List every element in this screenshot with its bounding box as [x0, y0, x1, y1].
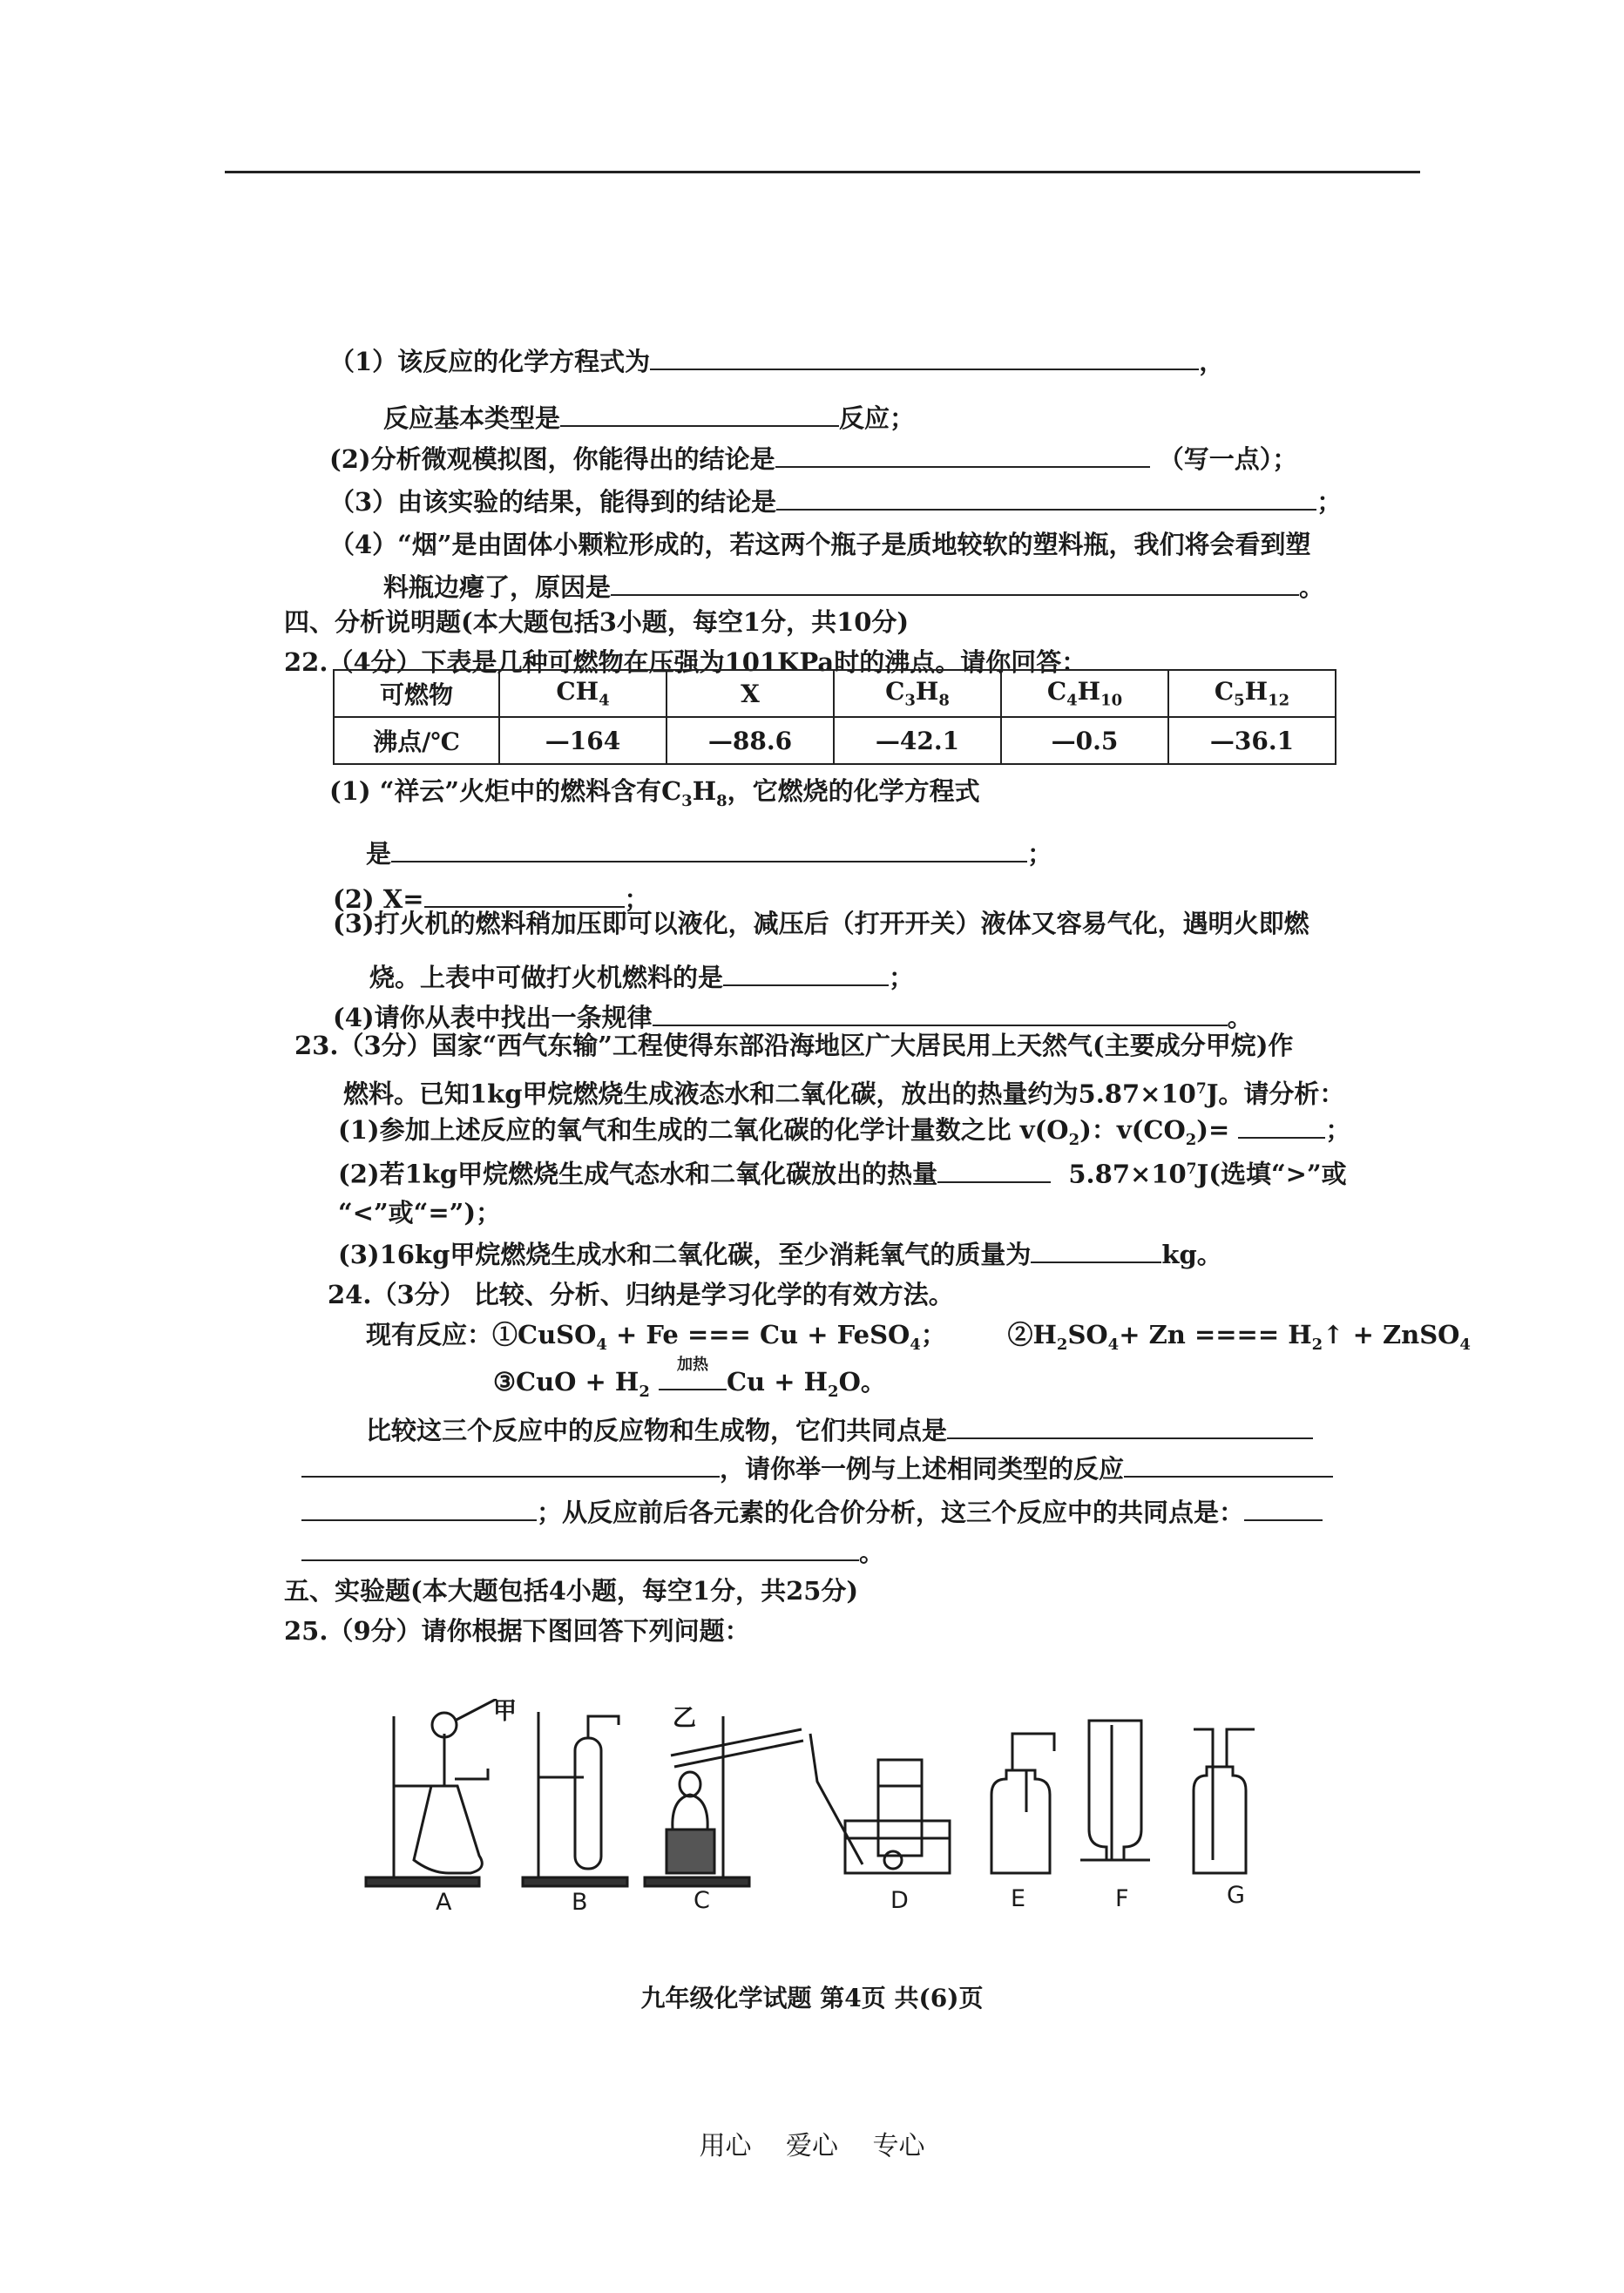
q22-part3-line1: (3)打火机的燃料稍加压即可以液化，减压后（打开开关）液体又容易气化，遇明火即燃: [333, 909, 1309, 938]
q21-part2: (2)分析微观模拟图，你能得出的结论是 （写一点）；: [329, 440, 1297, 477]
q24-reactions-row1: 现有反应：①CuSO$_4$ + Fe === Cu + FeSO$_4$； $②H_2SO_4+ Zn$ ==== $H_2↑$ + ZnSO$_4$: [366, 1320, 1471, 1354]
table-cell: —36.1: [1168, 717, 1336, 764]
q21-part4-line2: 料瓶边瘪了，原因是 。: [383, 568, 1324, 605]
q23-part2-options: “<”或“=”)；: [338, 1198, 502, 1228]
q24-question1: 比较这三个反应中的反应物和生成物，它们共同点是: [366, 1411, 1313, 1448]
table-header-cell: $C_3H_8$: [834, 670, 1001, 717]
apparatus-label-a: A: [436, 1889, 452, 1916]
apparatus-label-d: D: [890, 1887, 909, 1914]
apparatus-label-g: G: [1227, 1882, 1245, 1909]
apparatus-label-e: E: [1011, 1885, 1026, 1912]
apparatus-g-wash-bottle: [1194, 1729, 1255, 1873]
q24-question3: ；从反应前后各元素的化合价分析，这三个反应中的共同点是：: [301, 1493, 1323, 1530]
table-row: [334, 717, 1336, 764]
table-cell: —164: [499, 717, 667, 764]
heating-condition-arrow: 加热: [659, 1373, 727, 1390]
q22-part3-line2: 烧。上表中可做打火机燃料的是 ；: [369, 958, 914, 995]
apparatus-f-inverted-bottle: [1080, 1721, 1150, 1860]
apparatus-a-flask-with-funnel: [366, 1699, 497, 1886]
q22-part1-answer: 是 ；: [366, 835, 1052, 871]
page-motto: 用心 爱心 专心: [699, 2131, 925, 2161]
q23-part3: (3)16kg甲烷燃烧生成水和二氧化碳，至少消耗氧气的质量为 kg。: [338, 1235, 1222, 1272]
lab-apparatus-figure: [357, 1699, 1298, 1899]
table-header-cell: $C_5H_{12}$: [1168, 670, 1336, 717]
apparatus-label-jia: 甲: [493, 1698, 517, 1725]
apparatus-label-b: B: [572, 1889, 588, 1916]
q22-part1: (1) “祥云”火炬中的燃料含有$C_3H_8$，它燃烧的化学方程式: [329, 776, 980, 810]
q23-part1: (1)参加上述反应的氧气和生成的二氧化碳的化学计量数之比 $v(O_2)$：$v(CO_2)=$ ；: [338, 1111, 1350, 1158]
q23-intro-line1: 23.（3分）国家“西气东输”工程使得东部沿海地区广大居民用上天然气(主要成分甲烷)作: [294, 1031, 1294, 1060]
apparatus-label-f: F: [1115, 1885, 1129, 1912]
table-row: [334, 670, 1336, 717]
q21-part1: （1）该反应的化学方程式为 ，: [329, 342, 1224, 379]
apparatus-c-heating-setup: [645, 1716, 803, 1886]
apparatus-d-water-trough: [810, 1734, 950, 1873]
q23-intro-line2: 燃料。已知1kg甲烷燃烧生成液态水和二氧化碳，放出的热量约为$5.87\times 10^7J$。请分析：: [343, 1079, 1345, 1109]
q22-part2: (2) X= ；: [333, 880, 650, 917]
page-footer: 九年级化学试题 第4页 共(6)页: [640, 1984, 984, 2012]
apparatus-e-gas-bottle: [991, 1734, 1054, 1873]
table-cell: —88.6: [667, 717, 834, 764]
section-5-title: 五、实验题(本大题包括4小题，每空1分，共25分): [284, 1576, 859, 1606]
q22-part4: (4)请你从表中找出一条规律 。: [333, 998, 1253, 1035]
table-cell: 沸点/℃: [334, 717, 499, 764]
header-rule: [225, 171, 1420, 173]
q24-intro: 24.（3分） 比较、分析、归纳是学习化学的有效方法。: [328, 1280, 954, 1309]
q25-intro: 25.（9分）请你根据下图回答下列问题：: [284, 1616, 750, 1646]
q24-reactions-row2: ③CuO + $H_2$ 加热 $Cu + H_2O$。: [493, 1356, 886, 1401]
q21-part1-type: 反应基本类型是 反应；: [383, 399, 915, 436]
q24-question3-cont: 。: [301, 1533, 884, 1570]
q24-question2: ，请你举一例与上述相同类型的反应: [301, 1450, 1333, 1486]
table-cell: —42.1: [834, 717, 1001, 764]
apparatus-b-test-tube: [523, 1712, 627, 1886]
table-header-cell: X: [667, 670, 834, 717]
section-4-title: 四、分析说明题(本大题包括3小题，每空1分，共10分): [284, 607, 910, 637]
table-header-cell: $CH_4$: [499, 670, 667, 717]
table-cell: —0.5: [1001, 717, 1168, 764]
table-header-cell: $C_4H_{10}$: [1001, 670, 1168, 717]
table-header-cell: 可燃物: [334, 670, 499, 717]
q21-part3: （3）由该实验的结果，能得到的结论是 ；: [329, 483, 1342, 519]
boiling-point-table: [333, 669, 1336, 765]
q23-part2: (2)若1kg甲烷燃烧生成气态水和二氧化碳放出的热量 $5.87\times 10^7J$(选填“>”或: [338, 1152, 1347, 1192]
apparatus-label-c: C: [694, 1887, 710, 1914]
q22-intro: 22.（4分）下表是几种可燃物在压强为101KPa时的沸点。请你回答：: [284, 647, 1087, 677]
apparatus-label-yi: 乙: [673, 1705, 696, 1732]
q21-part4-line1: （4）“烟”是由固体小颗粒形成的，若这两个瓶子是质地较软的塑料瓶，我们将会看到塑: [329, 530, 1311, 559]
